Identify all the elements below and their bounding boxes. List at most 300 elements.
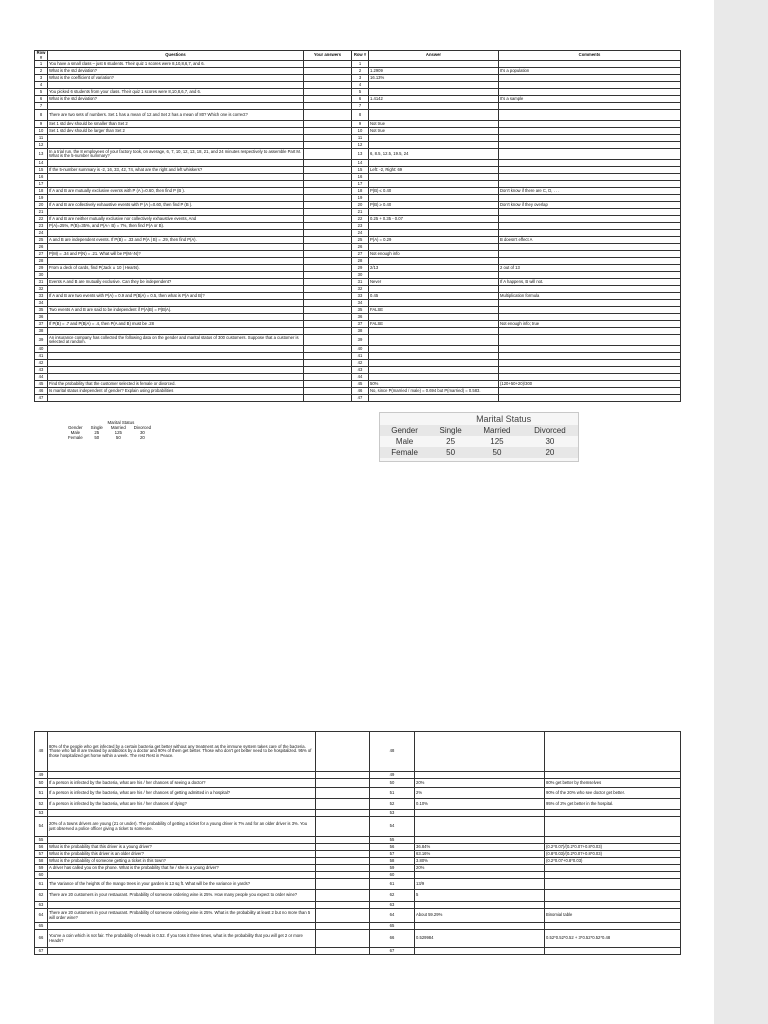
rownum-cell: 42 [35, 360, 48, 367]
rownum-cell-2: 65 [370, 923, 415, 930]
your-answer-cell[interactable] [304, 335, 352, 346]
your-answer-cell[interactable] [316, 858, 370, 865]
comment-cell: Don't know if there are C, D, . . . [499, 188, 681, 195]
rownum-cell: 62 [35, 890, 48, 902]
question-cell [48, 286, 304, 293]
table-row [35, 909, 681, 923]
question-cell: You picked 6 students from your class. Their quiz 1 scores were 8,10,8,6,7, and 6. [48, 89, 304, 96]
your-answer-cell[interactable] [304, 300, 352, 307]
question-cell: A driver has called you on the phone. What is the probability that he / she is a young driver? [48, 865, 316, 872]
table-row [35, 149, 681, 160]
your-answer-cell[interactable] [304, 346, 352, 353]
your-answer-cell[interactable] [304, 286, 352, 293]
comment-cell [499, 89, 681, 96]
img-female-married: 50 [472, 447, 522, 458]
answer-cell: No, since P(married / male) = 0.694 but P(married) = 0.583. [369, 388, 499, 395]
answer-cell [369, 174, 499, 181]
comment-cell [499, 61, 681, 68]
your-answer-cell[interactable] [304, 128, 352, 135]
rownum-cell-2: 44 [352, 374, 369, 381]
your-answer-cell[interactable] [304, 353, 352, 360]
answer-cell [415, 948, 545, 955]
your-answer-cell[interactable] [304, 293, 352, 300]
table-row [35, 167, 681, 174]
rownum-cell: 41 [35, 353, 48, 360]
comment-cell: Binomial table [545, 909, 681, 923]
comment-cell [545, 817, 681, 837]
table-row [35, 230, 681, 237]
question-cell [48, 230, 304, 237]
comment-cell [499, 300, 681, 307]
table-row [35, 321, 681, 328]
img-h-gender: Gender [380, 425, 429, 436]
table-row [35, 293, 681, 300]
rownum-cell: 25 [35, 237, 48, 244]
your-answer-cell[interactable] [304, 75, 352, 82]
rownum-cell-2: 22 [352, 216, 369, 223]
your-answer-cell[interactable] [304, 314, 352, 321]
rownum-cell: 59 [35, 865, 48, 872]
rownum-cell-2: 10 [352, 128, 369, 135]
question-cell: Set 1 std dev should be larger than Set 2 [48, 128, 304, 135]
marital-status-image [379, 412, 579, 462]
rownum-cell: 63 [35, 902, 48, 909]
rownum-cell: 17 [35, 181, 48, 188]
comment-cell: It's a population [499, 68, 681, 75]
mini-male: Male [70, 430, 81, 435]
table-row [35, 82, 681, 89]
comment-cell [499, 346, 681, 353]
table-row [35, 367, 681, 374]
answer-cell: 6, 8.5, 12.5, 19.5, 24 [369, 149, 499, 160]
marital-status-cell-table [64, 420, 155, 440]
rownum-cell-2: 39 [352, 335, 369, 346]
header-questions: Questions [48, 51, 304, 61]
answer-cell [369, 300, 499, 307]
comment-cell [499, 388, 681, 395]
comment-cell [499, 135, 681, 142]
your-answer-cell[interactable] [304, 195, 352, 202]
table-row [35, 374, 681, 381]
mini-h-married: Married [110, 425, 126, 430]
rownum-cell-2: 1 [352, 61, 369, 68]
comment-cell [545, 837, 681, 844]
question-cell: There are 20 customers in your restaurant. Probability of someone ordering wine is 25%. How many people you expect to order wine? [48, 890, 316, 902]
rownum-cell-2: 29 [352, 265, 369, 272]
your-answer-cell[interactable] [304, 388, 352, 395]
rownum-cell: 67 [35, 948, 48, 955]
question-cell: You've a coin which is not fair. The probability of Heads is 0.52. If you toss it three times, what is the probability that you will get 2 or more Heads? [48, 930, 316, 948]
your-answer-cell[interactable] [316, 948, 370, 955]
answer-cell: 13/9 [415, 879, 545, 890]
comment-cell [499, 286, 681, 293]
table-row [35, 388, 681, 395]
question-cell: Set 1 std dev should be smaller than Set 2 [48, 121, 304, 128]
rownum-cell-2: 50 [370, 779, 415, 788]
rownum-cell-2: 21 [352, 209, 369, 216]
rownum-cell: 64 [35, 909, 48, 923]
rownum-cell-2: 9 [352, 121, 369, 128]
question-cell: Find the probability that the customer selected is female or divorced. [48, 381, 304, 388]
your-answer-cell[interactable] [304, 237, 352, 244]
rownum-cell: 16 [35, 174, 48, 181]
question-cell: From a deck of cards, find P(Jack ∪ 10 | Hearts). [48, 265, 304, 272]
header-rownum-2: Row # [352, 51, 369, 61]
your-answer-cell[interactable] [304, 121, 352, 128]
rownum-cell: 50 [35, 779, 48, 788]
answer-cell: 20% [415, 865, 545, 872]
your-answer-cell[interactable] [304, 367, 352, 374]
rownum-cell-2: 2 [352, 68, 369, 75]
rownum-cell-2: 24 [352, 230, 369, 237]
sheet-page-1 [0, 0, 768, 500]
your-answer-cell[interactable] [304, 272, 352, 279]
your-answer-cell[interactable] [304, 142, 352, 149]
table-row [35, 902, 681, 909]
rownum-cell-2: 20 [352, 202, 369, 209]
comment-cell [499, 360, 681, 367]
rownum-cell: 7 [35, 103, 48, 110]
comment-cell: B doesn't effect A [499, 237, 681, 244]
rownum-cell-2: 7 [352, 103, 369, 110]
table-row [35, 788, 681, 799]
answer-cell [369, 110, 499, 121]
your-answer-cell[interactable] [316, 879, 370, 890]
table-row [35, 181, 681, 188]
rownum-cell: 52 [35, 799, 48, 810]
comment-cell [499, 230, 681, 237]
answer-cell [369, 89, 499, 96]
answer-cell [415, 810, 545, 817]
comment-cell: 0.52*0.52*0.52 + 3*0.52*0.52*0.48 [545, 930, 681, 948]
rownum-cell-2: 26 [352, 244, 369, 251]
table-row [35, 258, 681, 265]
answer-cell: 63.16% [415, 851, 545, 858]
comment-cell: Not enough info; true [499, 321, 681, 328]
rownum-cell: 31 [35, 279, 48, 286]
rownum-cell: 20 [35, 202, 48, 209]
table-row [35, 872, 681, 879]
answer-cell [415, 923, 545, 930]
table-row [35, 948, 681, 955]
rownum-cell: 46 [35, 388, 48, 395]
your-answer-cell[interactable] [304, 395, 352, 402]
your-answer-cell[interactable] [304, 160, 352, 167]
your-answer-cell[interactable] [316, 817, 370, 837]
your-answer-cell[interactable] [304, 181, 352, 188]
question-rows-2 [35, 732, 681, 955]
your-answer-cell[interactable] [304, 68, 352, 75]
answer-cell [415, 902, 545, 909]
your-answer-cell[interactable] [304, 110, 352, 121]
answer-cell: Not enough info [369, 251, 499, 258]
your-answer-cell[interactable] [304, 135, 352, 142]
comment-cell [499, 314, 681, 321]
rownum-cell-2: 43 [352, 367, 369, 374]
your-answer-cell[interactable] [304, 381, 352, 388]
question-cell [48, 367, 304, 374]
your-answer-cell[interactable] [304, 96, 352, 103]
answer-cell [415, 732, 545, 772]
rownum-cell: 14 [35, 160, 48, 167]
comment-cell [499, 367, 681, 374]
rownum-cell: 22 [35, 216, 48, 223]
rownum-cell: 53 [35, 810, 48, 817]
rownum-cell-2: 45 [352, 381, 369, 388]
answer-cell [369, 160, 499, 167]
rownum-cell: 61 [35, 879, 48, 890]
your-answer-cell[interactable] [304, 209, 352, 216]
rownum-cell-2: 18 [352, 188, 369, 195]
your-answer-cell[interactable] [316, 923, 370, 930]
rownum-cell-2: 12 [352, 142, 369, 149]
table-row [35, 75, 681, 82]
question-cell: If the 5-number summary is -2, 16, 33, 42, 74, what are the right and left whiskers? [48, 167, 304, 174]
comment-cell [499, 251, 681, 258]
your-answer-cell[interactable] [304, 374, 352, 381]
rownum-cell-2: 30 [352, 272, 369, 279]
mini-h-divorced: Divorced [133, 425, 152, 430]
rownum-cell: 40 [35, 346, 48, 353]
table-row [35, 844, 681, 851]
rownum-cell-2: 41 [352, 353, 369, 360]
table-row [35, 286, 681, 293]
your-answer-cell[interactable] [316, 844, 370, 851]
comment-cell [499, 103, 681, 110]
rownum-cell: 38 [35, 328, 48, 335]
table-row [35, 279, 681, 286]
your-answer-cell[interactable] [316, 902, 370, 909]
rownum-cell-2: 40 [352, 346, 369, 353]
answer-cell: 1.2909 [369, 68, 499, 75]
your-answer-cell[interactable] [304, 251, 352, 258]
your-answer-cell[interactable] [304, 167, 352, 174]
your-answer-cell[interactable] [316, 865, 370, 872]
question-cell [48, 346, 304, 353]
answer-cell [369, 195, 499, 202]
answer-cell [369, 328, 499, 335]
rownum-cell: 2 [35, 68, 48, 75]
your-answer-cell[interactable] [304, 360, 352, 367]
question-cell [48, 314, 304, 321]
img-h-single: Single [429, 425, 472, 436]
your-answer-cell[interactable] [304, 328, 352, 335]
rownum-cell: 15 [35, 167, 48, 174]
your-answer-cell[interactable] [316, 779, 370, 788]
rownum-cell: 34 [35, 300, 48, 307]
rownum-cell: 54 [35, 817, 48, 837]
your-answer-cell[interactable] [304, 61, 352, 68]
comment-cell: 80% get better by themselves [545, 779, 681, 788]
question-cell [48, 872, 316, 879]
answer-cell: Left: -2, Right: 69 [369, 167, 499, 174]
your-answer-cell[interactable] [304, 244, 352, 251]
rownum-cell: 27 [35, 251, 48, 258]
answer-cell [369, 61, 499, 68]
header-your-answers: Your answers [304, 51, 352, 61]
question-cell: What is the probability that this driver is a young driver? [48, 844, 316, 851]
comment-cell [499, 75, 681, 82]
table-row [35, 381, 681, 388]
your-answer-cell[interactable] [304, 321, 352, 328]
answer-cell: Never [369, 279, 499, 286]
question-cell [48, 374, 304, 381]
answer-cell: About 59.29% [415, 909, 545, 923]
rownum-cell-2: 58 [370, 858, 415, 865]
mini-female-married: 50 [115, 435, 121, 440]
rownum-cell-2: 67 [370, 948, 415, 955]
answer-cell [369, 244, 499, 251]
question-cell: If a person is infected by the bacteria, what are his / her chances of getting admitted in a hospital? [48, 788, 316, 799]
rownum-cell-2: 53 [370, 810, 415, 817]
your-answer-cell[interactable] [316, 837, 370, 844]
your-answer-cell[interactable] [304, 265, 352, 272]
rownum-cell: 51 [35, 788, 48, 799]
question-cell: What is the std deviation? [48, 68, 304, 75]
table-row [35, 103, 681, 110]
rownum-cell-2: 11 [352, 135, 369, 142]
table-row [35, 135, 681, 142]
rownum-cell-2: 6 [352, 96, 369, 103]
answer-cell [415, 872, 545, 879]
table-row [35, 251, 681, 258]
answer-cell: 20% [415, 779, 545, 788]
answer-cell: FALSE [369, 321, 499, 328]
comment-cell [499, 258, 681, 265]
answer-cell [369, 367, 499, 374]
answer-cell [369, 135, 499, 142]
mini-female-single: 50 [94, 435, 100, 440]
rownum-cell: 6 [35, 96, 48, 103]
question-cell: What is the coefficient of variation? [48, 75, 304, 82]
img-h-divorced: Divorced [522, 425, 578, 436]
your-answer-cell[interactable] [304, 149, 352, 160]
header-rownum: Row # [35, 51, 48, 61]
answer-cell: P(A) = 0.29 [369, 237, 499, 244]
question-cell: In a trial run, the 8 employees of your factory took, on average, 6, 7, 10, 12, 13, 18, 21, and 24 minutes respectively to assemble Part M. What is the 5-number summary? [48, 149, 304, 160]
your-answer-cell[interactable] [316, 799, 370, 810]
img-female-single: 50 [429, 447, 472, 458]
answer-cell [369, 272, 499, 279]
comment-cell: Don't know if they overlap [499, 202, 681, 209]
rownum-cell: 37 [35, 321, 48, 328]
question-table-1 [34, 50, 681, 402]
your-answer-cell[interactable] [304, 103, 352, 110]
your-answer-cell[interactable] [304, 279, 352, 286]
your-answer-cell[interactable] [304, 174, 352, 181]
rownum-cell: 13 [35, 149, 48, 160]
your-answer-cell[interactable] [304, 307, 352, 314]
table-row [35, 360, 681, 367]
question-cell: P(M) = .34 and P(N) = .21. What will be P(M∩N)? [48, 251, 304, 258]
comment-cell: (0.8*0.03)/(0.2*0.07+0.8*0.03) [545, 851, 681, 858]
answer-cell [369, 286, 499, 293]
rownum-cell: 48 [35, 732, 48, 772]
question-cell [48, 103, 304, 110]
rownum-cell-2: 38 [352, 328, 369, 335]
rownum-cell-2: 66 [370, 930, 415, 948]
question-cell [48, 195, 304, 202]
your-answer-cell[interactable] [304, 223, 352, 230]
rownum-cell-2: 8 [352, 110, 369, 121]
your-answer-cell[interactable] [304, 89, 352, 96]
your-answer-cell[interactable] [304, 82, 352, 89]
question-cell [48, 209, 304, 216]
answer-cell: 5 [415, 890, 545, 902]
rownum-cell-2: 63 [370, 902, 415, 909]
your-answer-cell[interactable] [316, 909, 370, 923]
your-answer-cell[interactable] [304, 258, 352, 265]
rownum-cell: 58 [35, 858, 48, 865]
your-answer-cell[interactable] [316, 851, 370, 858]
your-answer-cell[interactable] [316, 772, 370, 779]
your-answer-cell[interactable] [304, 230, 352, 237]
question-cell [48, 948, 316, 955]
comment-cell [499, 121, 681, 128]
comment-cell [499, 307, 681, 314]
your-answer-cell[interactable] [316, 732, 370, 772]
img-male-divorced: 30 [545, 437, 555, 446]
rownum-cell-2: 47 [352, 395, 369, 402]
rownum-cell: 65 [35, 923, 48, 930]
table-row [35, 851, 681, 858]
question-cell: Events A and B are mutually exclusive. Can they be independent? [48, 279, 304, 286]
answer-cell: 3.80% [415, 858, 545, 865]
answer-cell [369, 230, 499, 237]
sheet-page-2 [0, 503, 768, 1024]
rownum-cell-2: 46 [352, 388, 369, 395]
comment-cell [499, 328, 681, 335]
your-answer-cell[interactable] [316, 788, 370, 799]
comment-cell [545, 879, 681, 890]
question-cell: If P(B) = .7 and P(B|A) = .4, then P(A and B) must be .28 [48, 321, 304, 328]
rownum-cell: 45 [35, 381, 48, 388]
question-rows [35, 61, 681, 402]
comment-cell: If A happens, B will not. [499, 279, 681, 286]
question-cell [48, 142, 304, 149]
rownum-cell: 10 [35, 128, 48, 135]
question-cell: There are 20 customers in your restaurant. Probability of someone ordering wine is 25%. What is the probability at least 2 but no more than 5 will order wine? [48, 909, 316, 923]
rownum-cell-2: 56 [370, 844, 415, 851]
your-answer-cell[interactable] [316, 872, 370, 879]
comment-cell [499, 272, 681, 279]
mini-title: Marital Status [107, 420, 135, 425]
rownum-cell: 18 [35, 188, 48, 195]
table-row [35, 202, 681, 209]
question-cell: 80% of the people who get infected by a certain bacteria get better without any treatment as the immune system takes care of the bacteria. Those who fall ill are treated by antibiotics by a doctor and 90% of them get better. Those who don't get better need to be hospitalized. 95% of those hospitalized get home within a week. The rest Rest in Peace. [48, 732, 316, 772]
question-cell [48, 258, 304, 265]
rownum-cell: 56 [35, 844, 48, 851]
answer-cell [369, 360, 499, 367]
rownum-cell: 33 [35, 293, 48, 300]
your-answer-cell[interactable] [316, 890, 370, 902]
rownum-cell-2: 52 [370, 799, 415, 810]
answer-cell [369, 181, 499, 188]
your-answer-cell[interactable] [304, 202, 352, 209]
comment-cell [545, 923, 681, 930]
rownum-cell: 30 [35, 272, 48, 279]
table-row [35, 188, 681, 195]
table-row [35, 68, 681, 75]
table-row [35, 121, 681, 128]
answer-cell: 50% [369, 381, 499, 388]
your-answer-cell[interactable] [304, 216, 352, 223]
question-cell: The Variance of the heights of the mango trees in your garden is 13 sq ft. What will be the variance in yards? [48, 879, 316, 890]
your-answer-cell[interactable] [316, 810, 370, 817]
your-answer-cell[interactable] [316, 930, 370, 948]
table-row [35, 237, 681, 244]
your-answer-cell[interactable] [304, 188, 352, 195]
